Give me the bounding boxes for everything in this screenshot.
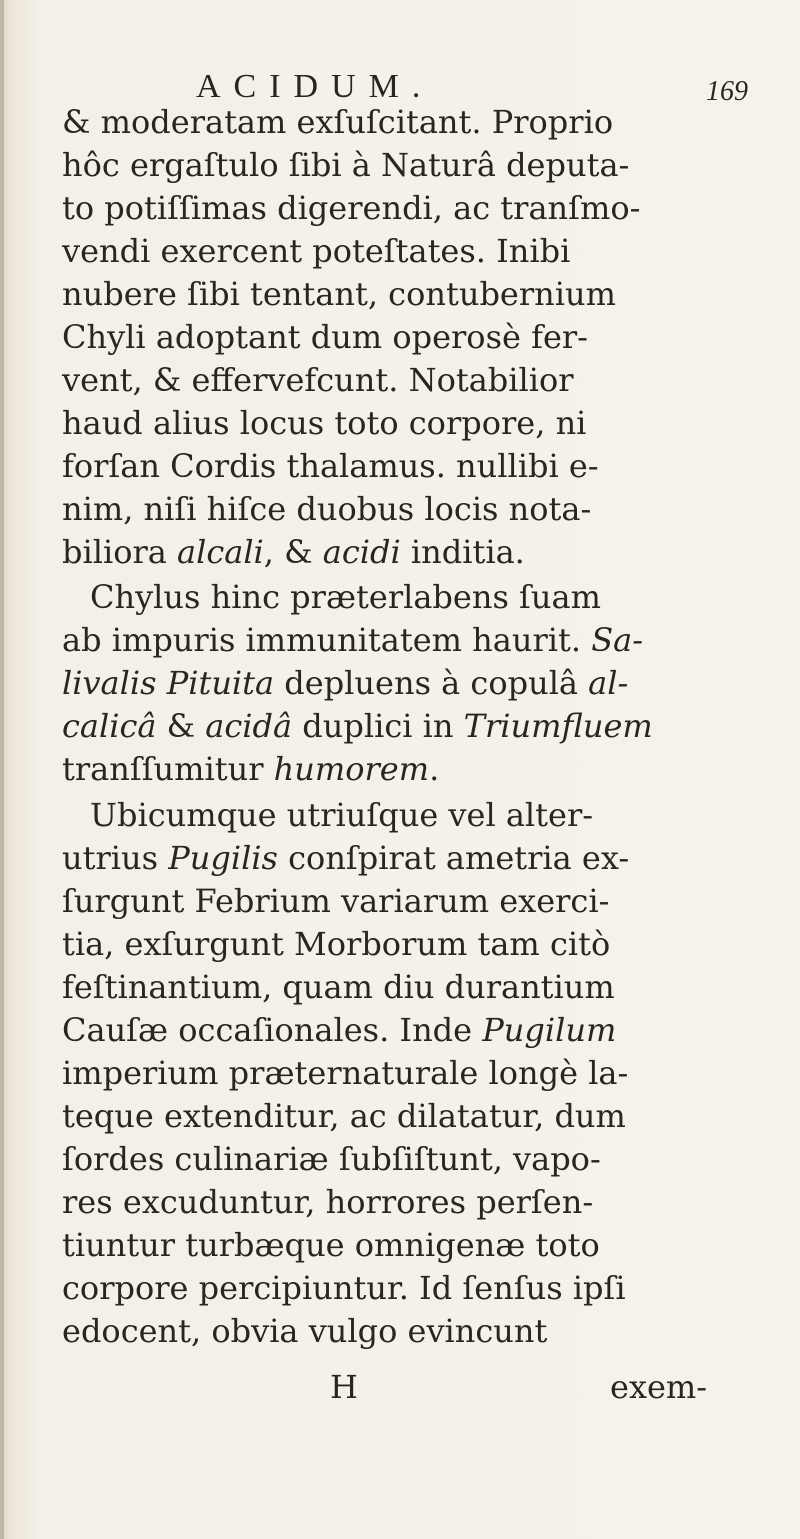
text-line: nubere ſibi tentant, contubernium xyxy=(62,275,616,313)
text-line: utrius Pugilis conſpirat ametria ex- xyxy=(62,839,630,877)
text-line: corpore percipiuntur. Id ſenſus ipſi xyxy=(62,1269,626,1307)
text-line: tiuntur turbæque omnigenæ toto xyxy=(62,1226,600,1264)
text-line: calicâ & acidâ duplici in Triumfluem xyxy=(62,707,653,745)
text-line: ab impuris immunitatem haurit. Sa- xyxy=(62,621,643,659)
text-line: ſordes culinariæ ſubſiſtunt, vapo- xyxy=(62,1140,601,1178)
page-binding-edge xyxy=(0,0,4,1539)
catchword: exem- xyxy=(610,1368,708,1406)
text-line: edocent, obvia vulgo evincunt xyxy=(62,1312,548,1350)
text-line: Ubicumque utriuſque vel alter- xyxy=(90,796,594,834)
text-line: tia, exſurgunt Morborum tam citò xyxy=(62,925,611,963)
text-line: Cauſæ occaſionales. Inde Pugilum xyxy=(62,1011,617,1049)
text-line: forſan Cordis thalamus. nullibi e- xyxy=(62,447,599,485)
text-line: nim, niſi hiſce duobus locis nota- xyxy=(62,490,592,528)
text-line: Chylus hinc præterlabens ſuam xyxy=(90,578,601,616)
text-line: tranſſumitur humorem. xyxy=(62,750,440,788)
text-line: vent, & effervefcunt. Notabilior xyxy=(62,361,574,399)
text-line: feſtinantium, quam diu durantium xyxy=(62,968,615,1006)
text-line: livalis Pituita depluens à copulâ al- xyxy=(62,664,629,702)
text-line: to potiſſimas digerendi, ac tranſmo- xyxy=(62,189,641,227)
text-line: hôc ergaſtulo ſibi à Naturâ deputa- xyxy=(62,146,630,184)
text-line: imperium præternaturale longè la- xyxy=(62,1054,629,1092)
text-line: Chyli adoptant dum operosè fer- xyxy=(62,318,588,356)
text-line: vendi exercent poteſtates. Inibi xyxy=(62,232,571,270)
page-number: 169 xyxy=(706,76,748,107)
text-line: & moderatam exſuſcitant. Proprio xyxy=(62,103,614,141)
signature-mark: H xyxy=(330,1368,358,1406)
text-line: res excuduntur, horrores perſen- xyxy=(62,1183,594,1221)
running-title: ACIDUM. xyxy=(196,68,434,105)
text-line: haud alius locus toto corpore, ni xyxy=(62,404,587,442)
text-line: teque extenditur, ac dilatatur, dum xyxy=(62,1097,626,1135)
text-line: biliora alcali, & acidi inditia. xyxy=(62,533,525,571)
text-line: ſurgunt Febrium variarum exerci- xyxy=(62,882,610,920)
